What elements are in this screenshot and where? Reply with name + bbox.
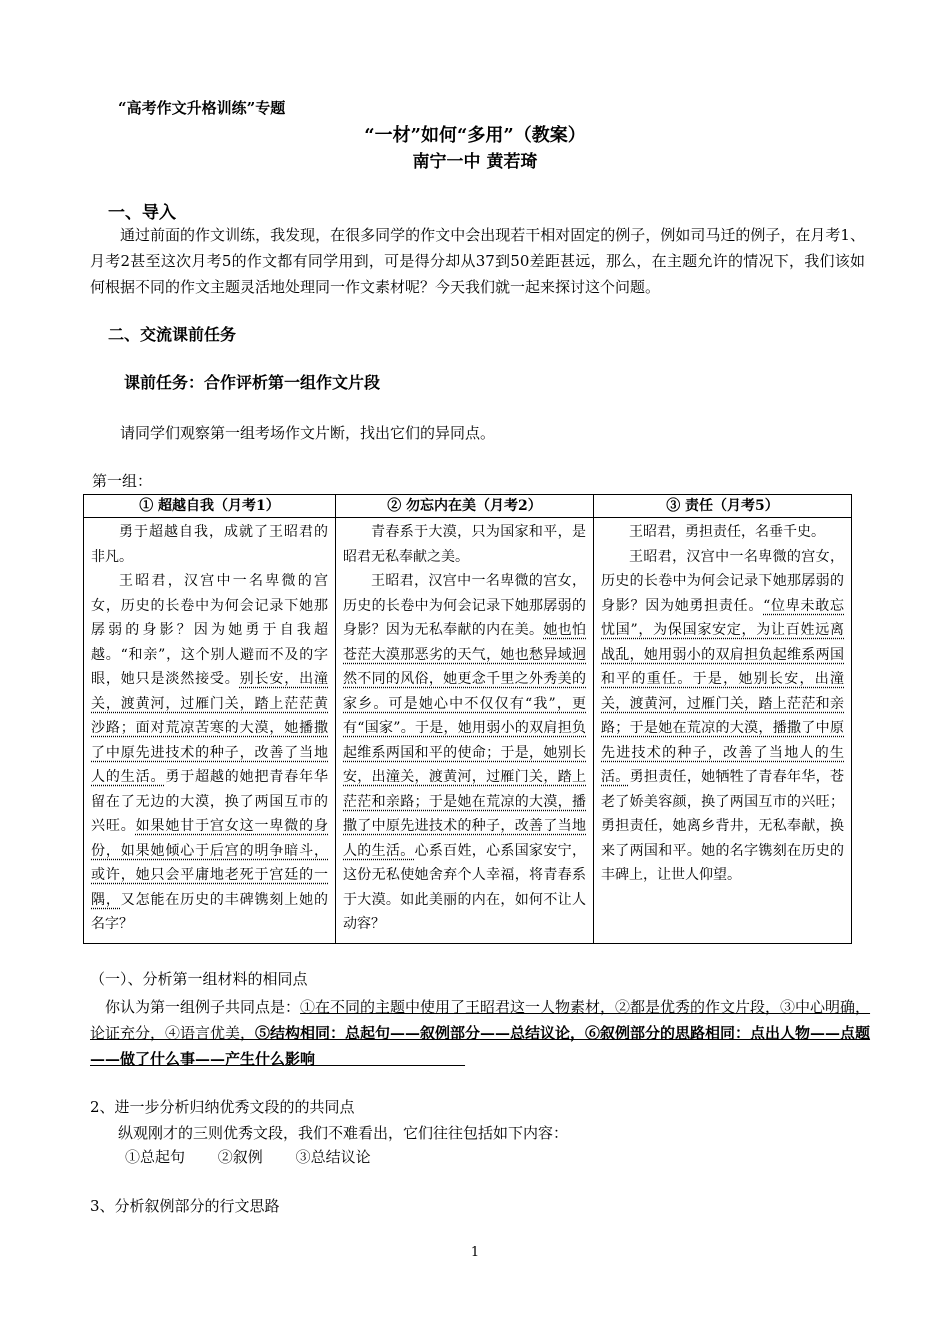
answer-lead: 你认为第一组例子共同点是： — [105, 998, 301, 1016]
item3-heading: 3、分析叙例部分的行文思路 — [90, 1197, 280, 1215]
excerpt-text: 又怎能在历史的丰碑镌刻上她的名字？ — [91, 891, 329, 932]
excerpt-text: 心系百姓，心系国家安宁，这份无私使她舍弃个人幸福，将青春系于大漠。如此美丽的内在，如何不让人动容？ — [343, 842, 586, 932]
excerpt-topic-sentence: 勇于超越自我，成就了王昭君的非凡。 — [91, 524, 328, 565]
table-header-cell: ③ 责任（月考5） — [594, 495, 852, 518]
answer-structure-points: ⑤结构相同：总起句——叙例部分——总结议论，⑥叙例部分的思路相同：点出人物——点题——做了什么事——产生什么影响 — [90, 1024, 871, 1068]
list-item: ②叙例 — [217, 1148, 263, 1166]
group-label: 第一组： — [92, 472, 153, 490]
table-header-cell: ① 超越自我（月考1） — [84, 495, 336, 518]
excerpt-body — [601, 545, 844, 888]
essay-excerpt-2 — [336, 518, 594, 944]
item2-list — [125, 1146, 399, 1167]
excerpt-marked-text: 别长安，出潼关，渡黄河，过雁门关，踏上茫茫黄沙路；面对荒凉苦寒的大漠，她播撒了中原先进技术的种子，改善了当地人的生活。 — [91, 671, 329, 785]
table-header-cell: ② 勿忘内在美（月考2） — [336, 495, 594, 518]
page-number: 1 — [470, 1245, 480, 1260]
observe-instruction: 请同学们观察第一组考场作文片断，找出它们的异同点。 — [120, 424, 496, 442]
excerpt-marked-text: “位卑未敢忘忧国”，为保国家安定，为让百姓远离战乱，她用弱小的双肩担负起维系两国和平的重任。于是，她别长安，出潼关，渡黄河，过雁门关，踏上茫茫和亲路；于是她在荒凉的大漠，播撒了中原先进技术的种子，改善了当地人的生活。 — [601, 597, 844, 785]
excerpt-topic-sentence: 青春系于大漠，只为国家和平，是昭君无私奉献之美。 — [343, 524, 586, 565]
item2-text: 纵观刚才的三则优秀文段，我们不难看出，它们往往包括如下内容： — [118, 1124, 569, 1142]
pre-class-task: 课前任务：合作评析第一组作文片段 — [124, 373, 381, 392]
document-author: 南宁一中 黄若琦 — [412, 152, 538, 172]
comparison-table — [83, 494, 852, 944]
excerpt-text: 勇于超越的她把青春年华留在了无边的大漠，换了两国互市的兴旺。 — [91, 769, 329, 834]
essay-excerpt-1 — [84, 518, 336, 944]
series-title: “高考作文升格训练”专题 — [118, 99, 286, 117]
table-header-row — [84, 495, 852, 518]
excerpt-marked-text: 她也怕苍茫大漠那恶劣的天气，她也愁异域迥然不同的风俗，她更念千里之外秀美的家乡。可是她心中不仅仅有“我”，更有“国家”。于是，她用弱小的双肩担负起维系两国和平的使命；于是，她别长安，出潼关，渡黄河，过雁门关，踏上茫茫和亲路；于是她在荒凉的大漠，播撒了中原先进技术的种子，改善了当地人的生活。 — [343, 622, 586, 859]
list-item: ③总结议论 — [295, 1148, 371, 1166]
section-heading-intro: 一、导入 — [108, 203, 176, 223]
excerpt-topic-sentence: 王昭君，勇担责任，名垂千史。 — [629, 524, 825, 540]
excerpt-marked-text: 如果她甘于宫女这一卑微的身份，如果她倾心于后宫的明争暗斗，或许，她只会平庸地老死于宫廷的一隅， — [91, 818, 329, 908]
intro-paragraph: 通过前面的作文训练，我发现，在很多同学的作文中会出现若干相对固定的例子，例如司马迁的例子，在月考1、月考2甚至这次月考5的作文都有同学用到，可是得分却从37到50差距甚远，那么，在主题允许的情况下，我们该如何根据不同的作文主题灵活地处理同一作文素材呢？今天我们就一起来探讨这个问题。 — [90, 226, 865, 296]
excerpt-text: 王昭君，汉宫中一名卑微的宫女，历史的长卷中为何会记录下她那孱弱的身影？因为她勇于自我超越。“和亲”，这个别人避而不及的字眼，她只是淡然接受。 — [91, 573, 328, 687]
essay-excerpt-3 — [594, 518, 852, 944]
answer-points: ①在不同的主题中使用了王昭君这一人物素材，②都是优秀的作文片段，③中心明确，论证充分，④语言优美， — [90, 998, 871, 1042]
list-item: ①总起句 — [125, 1148, 186, 1166]
section-heading-task: 二、交流课前任务 — [108, 325, 237, 344]
answer-paragraph — [90, 994, 880, 1072]
excerpt-body — [91, 569, 328, 937]
table-content-row — [84, 518, 852, 944]
analysis-subheading: （一）、分析第一组材料的相同点 — [90, 970, 308, 988]
excerpt-body — [343, 569, 586, 937]
item2-heading: 2、进一步分析归纳优秀文段的的共同点 — [90, 1098, 355, 1116]
document-title: “一材”如何“多用”（教案） — [364, 125, 586, 146]
excerpt-text: 王昭君，汉宫中一名卑微的宫女，历史的长卷中为何会记录下她那孱弱的身影？因为她勇担责任。 — [601, 548, 844, 614]
excerpt-text: 王昭君，汉宫中一名卑微的宫女，历史的长卷中为何会记录下她那孱弱的身影？因为无私奉献的内在美。 — [343, 573, 586, 638]
excerpt-text: 勇担责任，她牺牲了青春年华，苍老了娇美容颜，换了两国互市的兴旺；勇担责任，她离乡背井，无私奉献，换来了两国和平。她的名字镌刻在历史的丰碑上，让世人仰望。 — [601, 769, 844, 883]
